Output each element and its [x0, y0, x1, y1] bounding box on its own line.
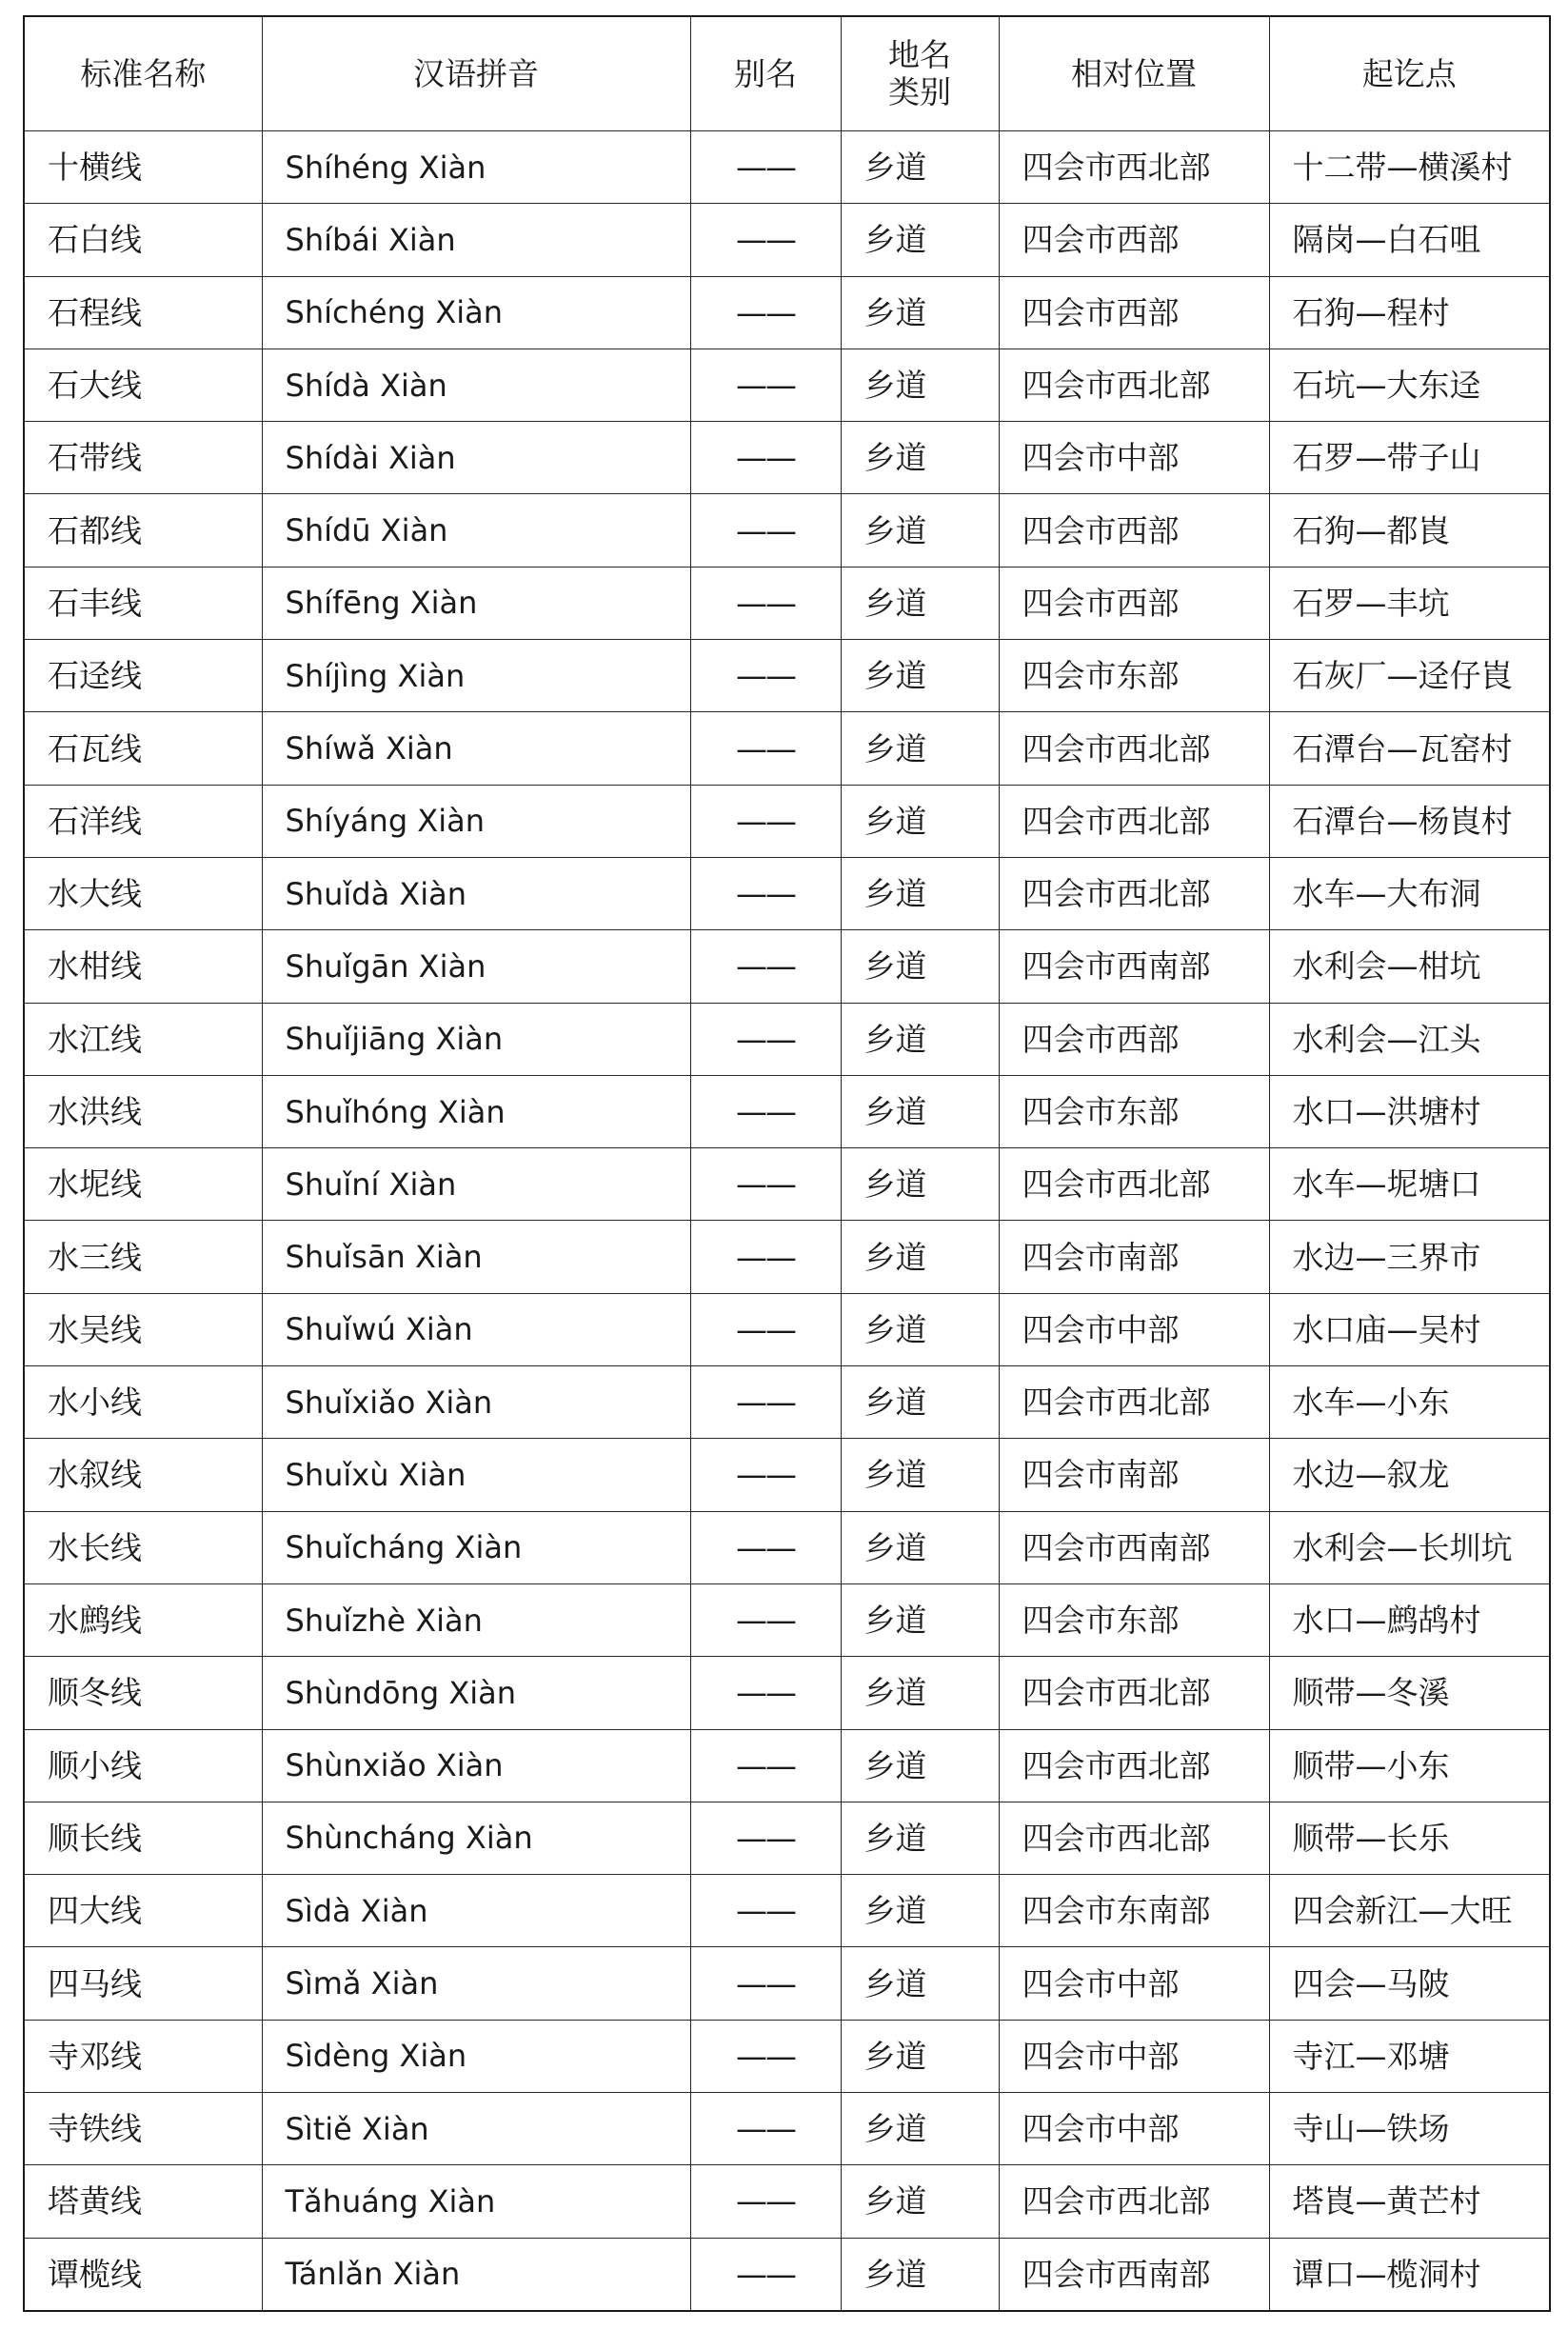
cell-relative-position: 四会市西部: [999, 1003, 1269, 1075]
cell-relative-position: 四会市西北部: [999, 857, 1269, 929]
cell-relative-position: 四会市中部: [999, 1293, 1269, 1365]
cell-place-type: 乡道: [841, 640, 999, 712]
cell-endpoints: 水利会—江头: [1269, 1003, 1550, 1075]
header-place-type-line1: 地名: [888, 35, 951, 73]
cell-place-type: 乡道: [841, 422, 999, 494]
table-row: [24, 1729, 1550, 1802]
cell-alias: ——: [690, 567, 841, 639]
cell-standard-name: 顺长线: [24, 1802, 262, 1874]
table-row: [24, 1802, 1550, 1874]
cell-pinyin: Tǎhuáng Xiàn: [262, 2165, 690, 2238]
cell-relative-position: 四会市中部: [999, 1947, 1269, 2020]
cell-endpoints: 水车—坭塘口: [1269, 1148, 1550, 1221]
cell-pinyin: Shíyáng Xiàn: [262, 785, 690, 857]
cell-relative-position: 四会市西南部: [999, 2238, 1269, 2311]
header-place-type: [841, 16, 999, 131]
cell-pinyin: Shuǐsān Xiàn: [262, 1221, 690, 1293]
cell-pinyin: Shuǐwú Xiàn: [262, 1293, 690, 1365]
cell-endpoints: 水边—三界市: [1269, 1221, 1550, 1293]
header-row: [24, 16, 1550, 131]
cell-alias: ——: [690, 1293, 841, 1365]
table-row: [24, 1583, 1550, 1656]
cell-alias: ——: [690, 349, 841, 421]
cell-pinyin: Shídài Xiàn: [262, 422, 690, 494]
cell-place-type: 乡道: [841, 349, 999, 421]
cell-endpoints: 水利会—柑坑: [1269, 930, 1550, 1003]
cell-endpoints: 石灰厂—迳仔崀: [1269, 640, 1550, 712]
cell-endpoints: 水口—洪塘村: [1269, 1075, 1550, 1147]
header-pinyin: 汉语拼音: [262, 16, 690, 131]
cell-pinyin: Shuǐjiāng Xiàn: [262, 1003, 690, 1075]
cell-relative-position: 四会市西部: [999, 494, 1269, 567]
table-row: [24, 2020, 1550, 2092]
cell-alias: ——: [690, 131, 841, 204]
cell-relative-position: 四会市西北部: [999, 349, 1269, 421]
cell-endpoints: 寺江—邓塘: [1269, 2020, 1550, 2092]
table-row: [24, 712, 1550, 785]
cell-alias: ——: [690, 422, 841, 494]
document-page: [23, 15, 1549, 2312]
cell-place-type: 乡道: [841, 1511, 999, 1583]
cell-alias: ——: [690, 1802, 841, 1874]
cell-alias: ——: [690, 857, 841, 929]
table-row: [24, 567, 1550, 639]
cell-standard-name: 水柑线: [24, 930, 262, 1003]
cell-endpoints: 顺带—小东: [1269, 1729, 1550, 1802]
cell-alias: ——: [690, 1511, 841, 1583]
header-alias: 别名: [690, 16, 841, 131]
cell-pinyin: Sìmǎ Xiàn: [262, 1947, 690, 2020]
table-row: [24, 1511, 1550, 1583]
cell-pinyin: Shídū Xiàn: [262, 494, 690, 567]
cell-standard-name: 水鹧线: [24, 1583, 262, 1656]
cell-alias: ——: [690, 2238, 841, 2311]
cell-relative-position: 四会市中部: [999, 422, 1269, 494]
cell-alias: ——: [690, 2020, 841, 2092]
cell-relative-position: 四会市南部: [999, 1221, 1269, 1293]
cell-place-type: 乡道: [841, 1366, 999, 1439]
road-names-table: [23, 15, 1551, 2312]
cell-standard-name: 水坭线: [24, 1148, 262, 1221]
table-row: [24, 349, 1550, 421]
cell-pinyin: Shíjìng Xiàn: [262, 640, 690, 712]
table-row: [24, 1947, 1550, 2020]
cell-alias: ——: [690, 712, 841, 785]
cell-alias: ——: [690, 1947, 841, 2020]
cell-pinyin: Shíchéng Xiàn: [262, 276, 690, 349]
cell-alias: ——: [690, 204, 841, 276]
cell-standard-name: 塔黄线: [24, 2165, 262, 2238]
cell-alias: ——: [690, 2093, 841, 2165]
cell-place-type: 乡道: [841, 1439, 999, 1511]
cell-place-type: 乡道: [841, 712, 999, 785]
cell-pinyin: Shíwǎ Xiàn: [262, 712, 690, 785]
table-row: [24, 1003, 1550, 1075]
cell-relative-position: 四会市西北部: [999, 2165, 1269, 2238]
cell-standard-name: 四大线: [24, 1875, 262, 1947]
cell-relative-position: 四会市东南部: [999, 1875, 1269, 1947]
cell-place-type: 乡道: [841, 930, 999, 1003]
cell-alias: ——: [690, 1366, 841, 1439]
cell-standard-name: 顺小线: [24, 1729, 262, 1802]
cell-relative-position: 四会市中部: [999, 2020, 1269, 2092]
cell-pinyin: Shuǐxiǎo Xiàn: [262, 1366, 690, 1439]
cell-place-type: 乡道: [841, 567, 999, 639]
cell-alias: ——: [690, 1148, 841, 1221]
cell-alias: ——: [690, 785, 841, 857]
cell-endpoints: 石潭台—杨崀村: [1269, 785, 1550, 857]
table-row: [24, 276, 1550, 349]
cell-alias: ——: [690, 1583, 841, 1656]
header-endpoints: 起讫点: [1269, 16, 1550, 131]
cell-place-type: 乡道: [841, 1729, 999, 1802]
cell-relative-position: 四会市东部: [999, 1583, 1269, 1656]
table-header: [24, 16, 1550, 131]
cell-pinyin: Shídà Xiàn: [262, 349, 690, 421]
header-place-type-line2: 类别: [888, 72, 951, 110]
cell-relative-position: 四会市西部: [999, 204, 1269, 276]
cell-place-type: 乡道: [841, 276, 999, 349]
table-row: [24, 2093, 1550, 2165]
cell-pinyin: Sìdà Xiàn: [262, 1875, 690, 1947]
cell-pinyin: Shùncháng Xiàn: [262, 1802, 690, 1874]
cell-place-type: 乡道: [841, 785, 999, 857]
cell-relative-position: 四会市西北部: [999, 712, 1269, 785]
cell-pinyin: Sìdèng Xiàn: [262, 2020, 690, 2092]
cell-standard-name: 石白线: [24, 204, 262, 276]
table-row: [24, 785, 1550, 857]
cell-place-type: 乡道: [841, 2093, 999, 2165]
cell-standard-name: 水大线: [24, 857, 262, 929]
cell-place-type: 乡道: [841, 1947, 999, 2020]
table-row: [24, 1657, 1550, 1729]
cell-pinyin: Shíhéng Xiàn: [262, 131, 690, 204]
cell-pinyin: Shuǐgān Xiàn: [262, 930, 690, 1003]
cell-alias: ——: [690, 1003, 841, 1075]
cell-place-type: 乡道: [841, 2165, 999, 2238]
cell-alias: ——: [690, 1075, 841, 1147]
cell-place-type: 乡道: [841, 131, 999, 204]
cell-endpoints: 四会新江—大旺: [1269, 1875, 1550, 1947]
cell-pinyin: Shùndōng Xiàn: [262, 1657, 690, 1729]
cell-alias: ——: [690, 494, 841, 567]
cell-standard-name: 石迳线: [24, 640, 262, 712]
cell-pinyin: Shuǐzhè Xiàn: [262, 1583, 690, 1656]
cell-endpoints: 水利会—长圳坑: [1269, 1511, 1550, 1583]
cell-standard-name: 石洋线: [24, 785, 262, 857]
cell-endpoints: 石狗—程村: [1269, 276, 1550, 349]
cell-standard-name: 石带线: [24, 422, 262, 494]
cell-place-type: 乡道: [841, 494, 999, 567]
cell-relative-position: 四会市中部: [999, 2093, 1269, 2165]
cell-place-type: 乡道: [841, 1293, 999, 1365]
cell-endpoints: 水边—叙龙: [1269, 1439, 1550, 1511]
table-row: [24, 2238, 1550, 2311]
table-row: [24, 1075, 1550, 1147]
cell-endpoints: 水口—鹧鸪村: [1269, 1583, 1550, 1656]
cell-pinyin: Shuǐhóng Xiàn: [262, 1075, 690, 1147]
cell-relative-position: 四会市西部: [999, 567, 1269, 639]
cell-pinyin: Sìtiě Xiàn: [262, 2093, 690, 2165]
cell-standard-name: 水三线: [24, 1221, 262, 1293]
cell-place-type: 乡道: [841, 1875, 999, 1947]
cell-standard-name: 顺冬线: [24, 1657, 262, 1729]
cell-place-type: 乡道: [841, 204, 999, 276]
cell-standard-name: 水小线: [24, 1366, 262, 1439]
cell-pinyin: Tánlǎn Xiàn: [262, 2238, 690, 2311]
cell-alias: ——: [690, 1729, 841, 1802]
cell-relative-position: 四会市东部: [999, 640, 1269, 712]
cell-endpoints: 水车—大布洞: [1269, 857, 1550, 929]
cell-endpoints: 寺山—铁场: [1269, 2093, 1550, 2165]
cell-alias: ——: [690, 2165, 841, 2238]
cell-alias: ——: [690, 640, 841, 712]
header-standard-name: 标准名称: [24, 16, 262, 131]
table-row: [24, 640, 1550, 712]
cell-place-type: 乡道: [841, 1802, 999, 1874]
cell-relative-position: 四会市西北部: [999, 1729, 1269, 1802]
table-row: [24, 1875, 1550, 1947]
cell-place-type: 乡道: [841, 1003, 999, 1075]
cell-standard-name: 寺铁线: [24, 2093, 262, 2165]
cell-relative-position: 四会市西南部: [999, 930, 1269, 1003]
cell-pinyin: Shùnxiǎo Xiàn: [262, 1729, 690, 1802]
cell-alias: ——: [690, 1439, 841, 1511]
cell-relative-position: 四会市西北部: [999, 131, 1269, 204]
cell-standard-name: 石程线: [24, 276, 262, 349]
cell-relative-position: 四会市西北部: [999, 1802, 1269, 1874]
cell-endpoints: 四会—马陂: [1269, 1947, 1550, 2020]
cell-relative-position: 四会市东部: [999, 1075, 1269, 1147]
cell-relative-position: 四会市南部: [999, 1439, 1269, 1511]
table-row: [24, 1293, 1550, 1365]
cell-endpoints: 顺带—长乐: [1269, 1802, 1550, 1874]
cell-alias: ——: [690, 1875, 841, 1947]
table-row: [24, 857, 1550, 929]
cell-alias: ——: [690, 930, 841, 1003]
cell-relative-position: 四会市西北部: [999, 1366, 1269, 1439]
table-row: [24, 131, 1550, 204]
table-row: [24, 1148, 1550, 1221]
cell-endpoints: 石狗—都崀: [1269, 494, 1550, 567]
cell-standard-name: 水洪线: [24, 1075, 262, 1147]
cell-place-type: 乡道: [841, 1657, 999, 1729]
cell-relative-position: 四会市西南部: [999, 1511, 1269, 1583]
table-row: [24, 494, 1550, 567]
table-row: [24, 204, 1550, 276]
cell-pinyin: Shuǐcháng Xiàn: [262, 1511, 690, 1583]
cell-standard-name: 寺邓线: [24, 2020, 262, 2092]
table-row: [24, 422, 1550, 494]
cell-relative-position: 四会市西北部: [999, 785, 1269, 857]
cell-place-type: 乡道: [841, 2238, 999, 2311]
cell-alias: ——: [690, 1221, 841, 1293]
cell-standard-name: 石丰线: [24, 567, 262, 639]
table-body: [24, 131, 1550, 2311]
cell-standard-name: 水吴线: [24, 1293, 262, 1365]
cell-relative-position: 四会市西部: [999, 276, 1269, 349]
cell-pinyin: Shífēng Xiàn: [262, 567, 690, 639]
cell-standard-name: 谭榄线: [24, 2238, 262, 2311]
cell-endpoints: 十二带—横溪村: [1269, 131, 1550, 204]
cell-place-type: 乡道: [841, 1583, 999, 1656]
cell-endpoints: 顺带—冬溪: [1269, 1657, 1550, 1729]
cell-standard-name: 水江线: [24, 1003, 262, 1075]
cell-pinyin: Shuǐdà Xiàn: [262, 857, 690, 929]
cell-alias: ——: [690, 1657, 841, 1729]
cell-endpoints: 石罗—丰坑: [1269, 567, 1550, 639]
table-row: [24, 930, 1550, 1003]
cell-standard-name: 四马线: [24, 1947, 262, 2020]
cell-standard-name: 石瓦线: [24, 712, 262, 785]
cell-standard-name: 石都线: [24, 494, 262, 567]
cell-endpoints: 石潭台—瓦窑村: [1269, 712, 1550, 785]
cell-endpoints: 隔岗—白石咀: [1269, 204, 1550, 276]
cell-pinyin: Shuǐní Xiàn: [262, 1148, 690, 1221]
cell-alias: ——: [690, 276, 841, 349]
cell-relative-position: 四会市西北部: [999, 1148, 1269, 1221]
cell-standard-name: 水叙线: [24, 1439, 262, 1511]
cell-place-type: 乡道: [841, 2020, 999, 2092]
cell-endpoints: 水口庙—吴村: [1269, 1293, 1550, 1365]
header-relative-position: 相对位置: [999, 16, 1269, 131]
cell-relative-position: 四会市西北部: [999, 1657, 1269, 1729]
table-row: [24, 2165, 1550, 2238]
cell-endpoints: 水车—小东: [1269, 1366, 1550, 1439]
cell-standard-name: 水长线: [24, 1511, 262, 1583]
cell-pinyin: Shíbái Xiàn: [262, 204, 690, 276]
cell-endpoints: 石罗—带子山: [1269, 422, 1550, 494]
cell-endpoints: 谭口—榄洞村: [1269, 2238, 1550, 2311]
cell-endpoints: 石坑—大东迳: [1269, 349, 1550, 421]
table-row: [24, 1221, 1550, 1293]
table-row: [24, 1439, 1550, 1511]
cell-endpoints: 塔崀—黄芒村: [1269, 2165, 1550, 2238]
cell-standard-name: 十横线: [24, 131, 262, 204]
cell-pinyin: Shuǐxù Xiàn: [262, 1439, 690, 1511]
cell-place-type: 乡道: [841, 1221, 999, 1293]
cell-place-type: 乡道: [841, 1075, 999, 1147]
cell-standard-name: 石大线: [24, 349, 262, 421]
cell-place-type: 乡道: [841, 1148, 999, 1221]
table-row: [24, 1366, 1550, 1439]
cell-place-type: 乡道: [841, 857, 999, 929]
